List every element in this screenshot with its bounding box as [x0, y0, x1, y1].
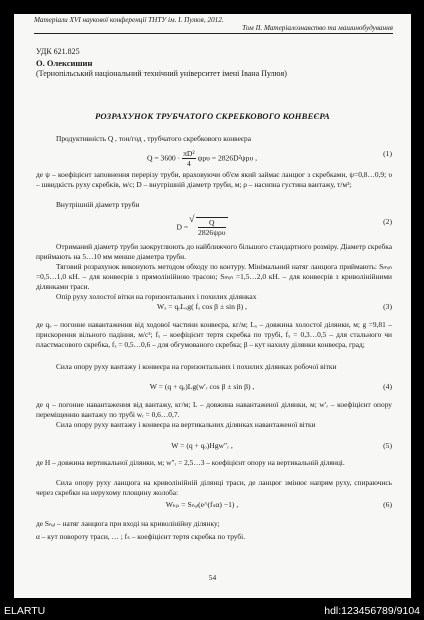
eq2-denominator: 2826ψρυ	[198, 228, 226, 237]
author-name: О. Олексишин	[36, 58, 93, 68]
paragraph-eq5-definitions: де H – довжина вертикальної ділянки, м; w″ᵣ = 2,5…3 – коефіцієнт опору на вертикальній ділянці.	[36, 458, 345, 467]
equation-6	[36, 495, 392, 517]
eq2-radical	[196, 217, 228, 237]
paragraph-eq1-definitions: де ψ – коефіцієнт заповнення перерізу труби, враховуючи об'єм який займає ланцюг з скребками, ψ=0,8…0,9; υ – швидкість руху скребків, м/с; D – внутрішній діаметр труби, м; ρ – насипна густина вантажу, т/м³;	[36, 170, 392, 189]
eq2-fraction	[198, 218, 226, 237]
eq5-number: (5)	[383, 441, 392, 450]
udc-code: УДК 621.825	[36, 47, 80, 56]
paragraph-inner-diameter: Внутрішній діаметр труби	[56, 200, 140, 209]
paragraph-curved-section: Сила опору руху ланцюга на криволінійній ділянці траси, де ланцюг змінює напрям руху, спираючись через скребки на нерухому площину жолоба:	[36, 478, 392, 497]
running-header-volume: Том ІІ. Матеріалознавство та машинобудування	[242, 24, 393, 32]
eq1-fraction	[182, 149, 196, 168]
eq1-denominator: 4	[186, 159, 191, 168]
paper-title: РОЗРАХУНОК ТРУБЧАТОГО СКРЕБКОВОГО КОНВЕЄРА	[95, 111, 330, 121]
paragraph-eq3-definitions: де qₒ – погонне навантаження від ходової частини конвеєра, кг/м; Lₓ – довжина холостої ділянки, м; g =9,81 – прискорення вільного падіння, м/с²; fₓ – коефіцієнт тертя скребка по трубі, fₓ = 0,3…0,5 – для стального чи пластмасового скребка, fₓ = 0,5…0,6 – для обгумованого скребка; β – кут нахилу ділянки конвеєра, град;	[36, 320, 392, 349]
repository-name: ELARTU	[4, 605, 46, 617]
author-affiliation: (Тернопільський національний технічний університет імені Івана Пулюя)	[36, 69, 287, 78]
paper-page	[14, 14, 411, 598]
eq2-numerator: √ Q	[198, 218, 226, 228]
eq4-number: (4)	[383, 382, 392, 391]
running-header-conference: Матеріали XVI наукової конференції ТНТУ ім. І. Пулюя, 2012.	[34, 16, 224, 24]
paragraph-eq6-definition-tension: де Sₙₐₗ – натяг ланцюга при вході на криволінійну ділянку;	[36, 519, 220, 528]
equation-1	[36, 144, 392, 166]
repository-footer	[0, 603, 424, 620]
paragraph-idle-branch: Опір руху холостої вітки на горизонтальних і похилих ділянках	[56, 292, 257, 301]
eq6-number: (6)	[383, 500, 392, 509]
equation-3	[36, 297, 392, 319]
paragraph-vertical-sections: Сила опору руху вантажу і конвеєра на вертикальних ділянках навантаженої вітки	[56, 420, 316, 429]
eq1-number: (1)	[383, 149, 392, 158]
equation-2	[36, 212, 392, 237]
eq1-rhs: ψρυ = 2826D²ψρυ ,	[197, 153, 258, 163]
eq3-number: (3)	[383, 302, 392, 311]
eq5-formula: W = (q + qₒ)Hgw″ᵣ ,	[171, 441, 233, 450]
paragraph-eq6-definition-angle: α – кут повороту траси, … ; fₛ – коефіцієнт тертя скребка по трубі.	[36, 532, 246, 541]
paragraph-traction: Тяговий розрахунок виконують методом обходу по контуру. Мінімальний натяг ланцюга приймають: Sₘᵢₙ =0,5…1,0 кН. – для конвеєрів з прямолінійною трасою; Sₘᵢₙ =1,5…2,0 кН. – для конвеєрів з криволінійними ділянками траси.	[36, 262, 392, 291]
eq1-numerator: πD²	[183, 149, 195, 158]
paragraph-productivity: Продуктивність Q , тон/год , трубчатого скребкового конвеєра	[56, 134, 252, 143]
paragraph-rounding: Отриманий діаметр труби заокруглюють до найближчого більшого стандартного розміру. Діаметр скребка приймають на 5…10 мм менше діаметра труби.	[36, 242, 393, 261]
header-rule	[34, 33, 393, 34]
page-number: 54	[208, 573, 217, 582]
eq4-formula: W = (q + qₒ)Lg(w′ᵣ cos β ± sin β) ,	[149, 382, 255, 391]
eq3-formula: Wₓ = qₒLₓg( fₓ cos β ± sin β) ,	[157, 302, 247, 311]
equation-4	[36, 377, 392, 399]
paragraph-eq4-definitions: де q – погонне навантаження від вантажу, кг/м; L – довжина навантаженої ділянки, м; w′ᵣ – коефіцієнт опору переміщенню вантажу по трубі wᵣ = 0,6…0,7.	[36, 400, 392, 419]
repository-handle: hdl:123456789/9104	[324, 605, 420, 617]
eq2-number: (2)	[383, 217, 392, 226]
eq1-lhs: Q = 3600 ·	[146, 153, 181, 163]
paragraph-working-branch: Сила опору руху вантажу і конвеєра на горизонтальних і похилих ділянках робочої вітки	[56, 362, 337, 371]
eq6-formula: Wₖₚ = Sₙₐₗ(e^(fₛα) −1) ,	[165, 500, 239, 509]
eq2-lhs: D =	[176, 222, 189, 232]
equation-5	[36, 436, 392, 458]
